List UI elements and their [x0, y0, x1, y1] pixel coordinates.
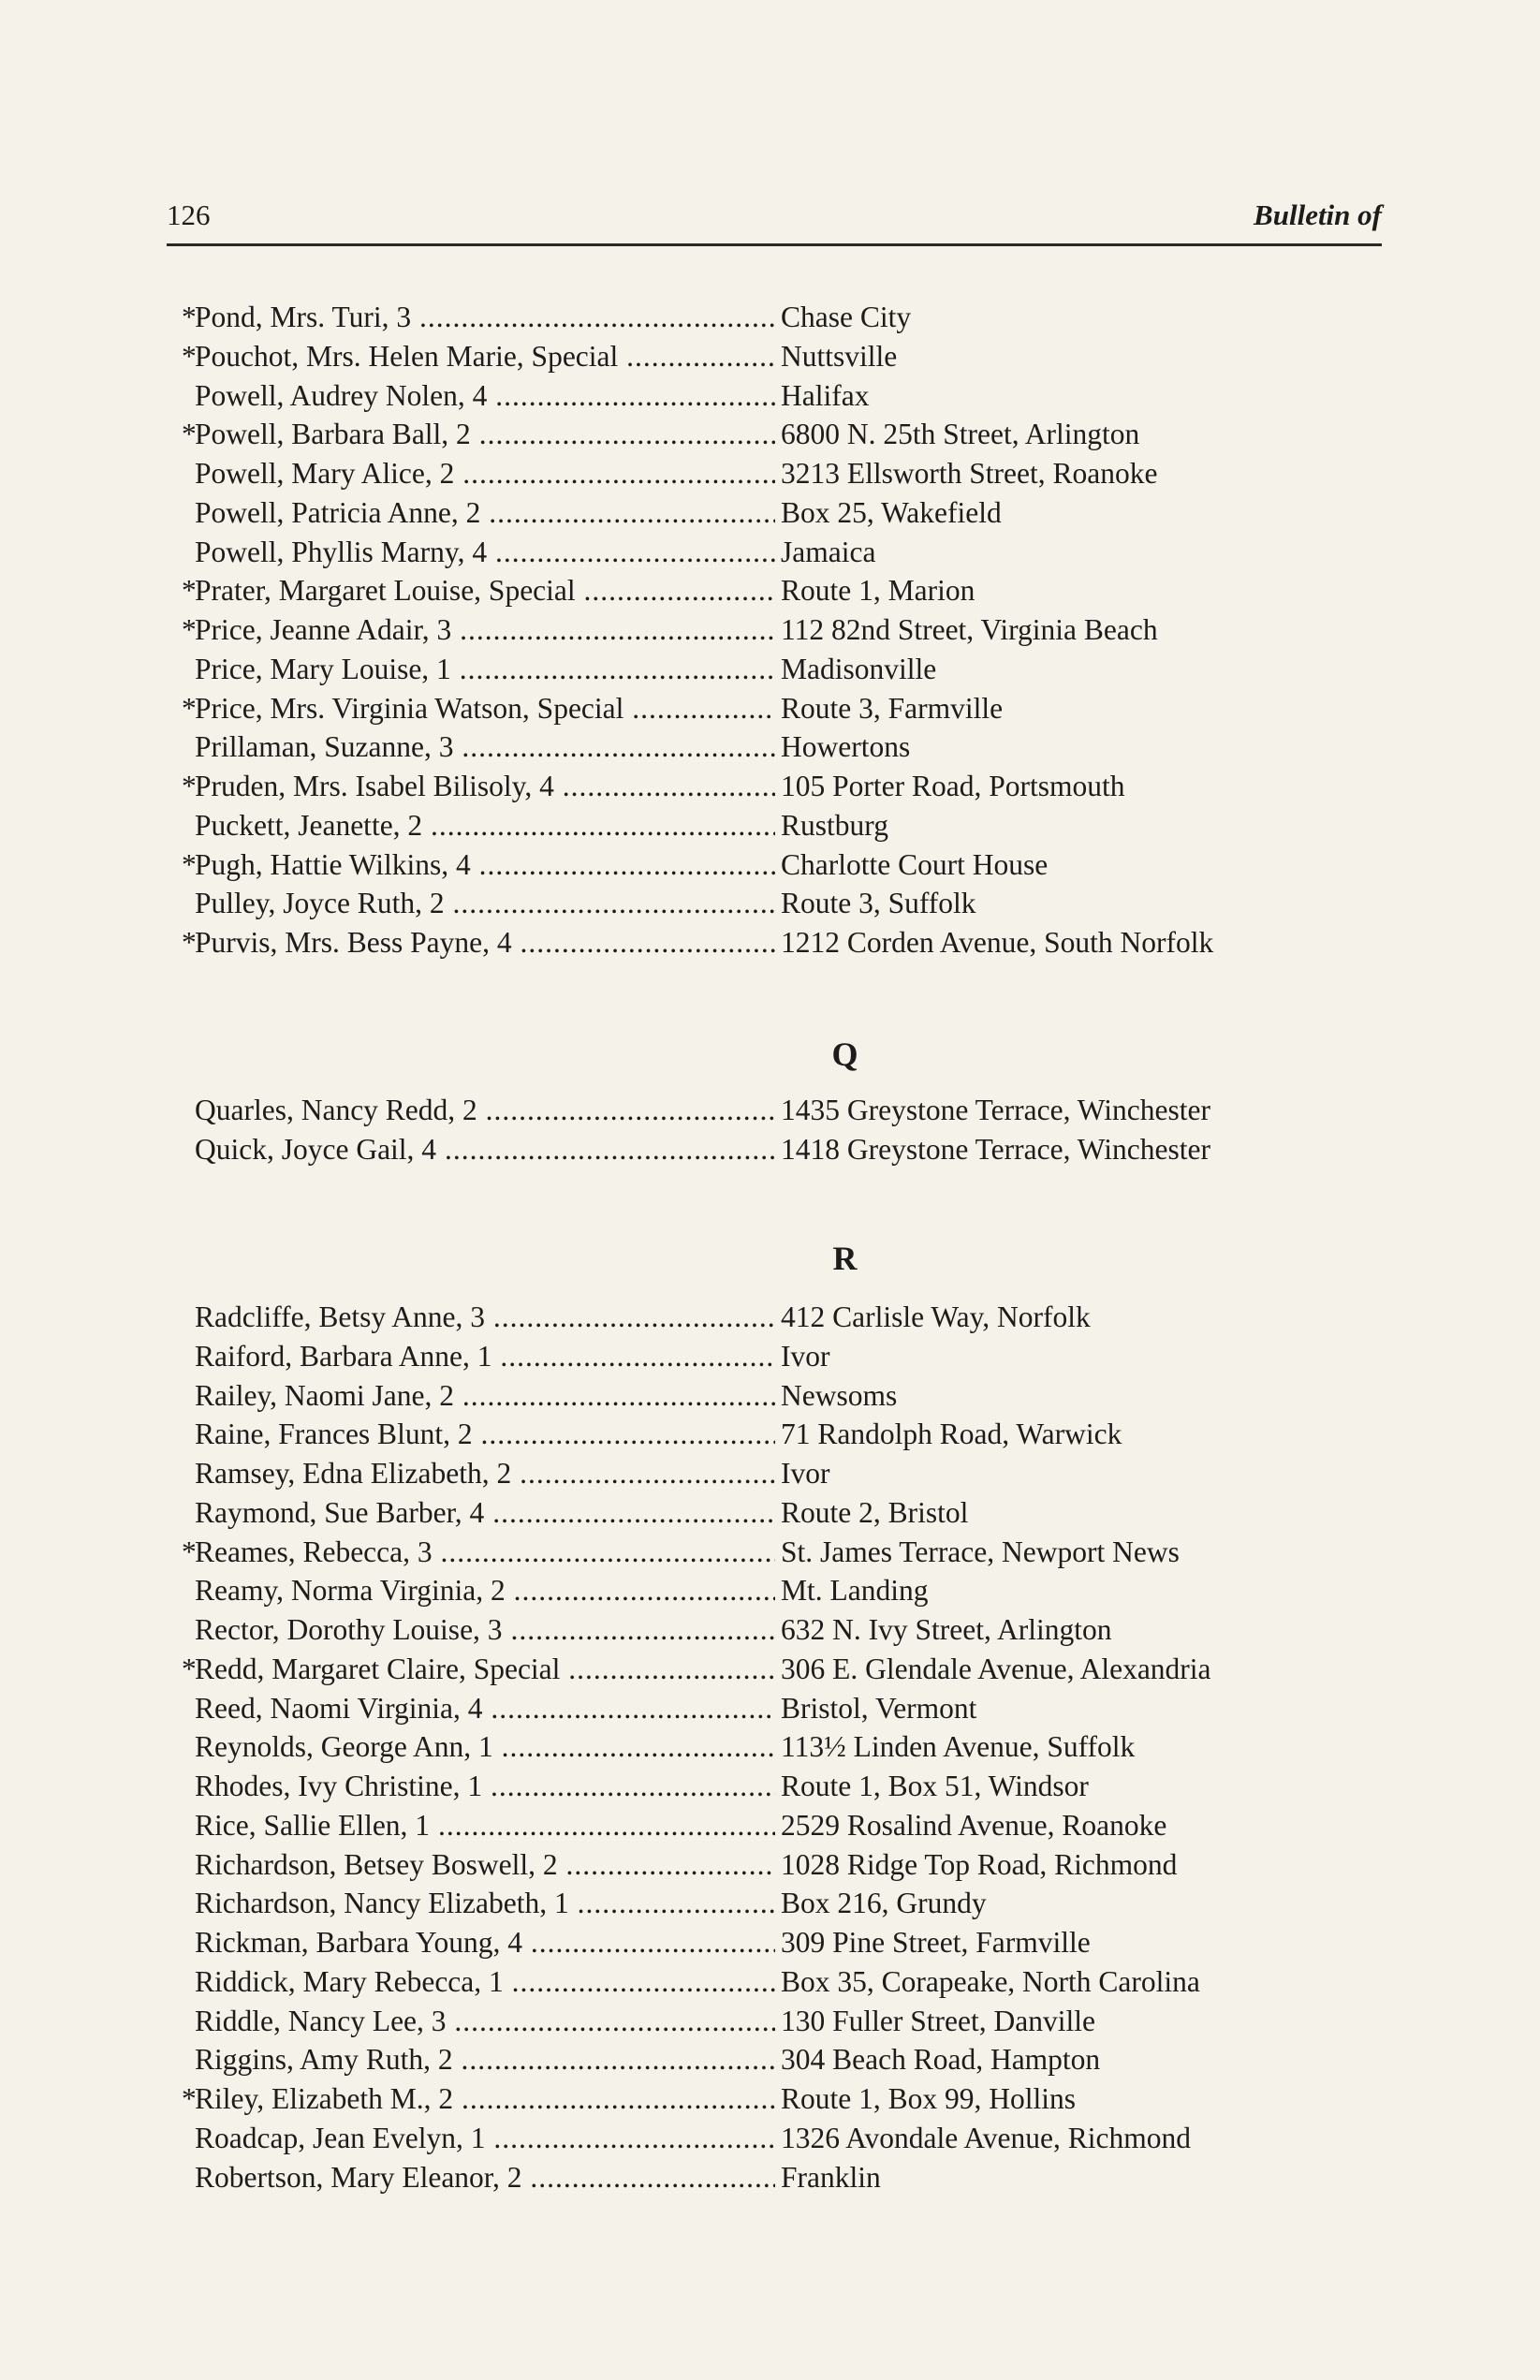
entry-address: 632 N. Ivy Street, Arlington	[777, 1610, 1111, 1650]
entry-name: Riddle, Nancy Lee, 3 .....	[195, 2002, 775, 2041]
entry-name: Riley, Elizabeth M., 2 .....	[195, 2079, 775, 2119]
entry-address: 3213 Ellsworth Street, Roanoke	[777, 454, 1157, 493]
entry-address: 304 Beach Road, Hampton	[777, 2040, 1100, 2079]
asterisk-marker: *	[182, 847, 197, 881]
entry-name: Redd, Margaret Claire, Special .....	[195, 1650, 775, 1689]
asterisk-marker: *	[182, 2082, 197, 2115]
entry-address: Route 1, Box 99, Hollins	[777, 2079, 1076, 2119]
directory-entry	[195, 2002, 1412, 2041]
entry-address: 1418 Greystone Terrace, Winchester	[777, 1130, 1210, 1169]
entry-address: Route 3, Suffolk	[777, 884, 976, 923]
entry-name: Raymond, Sue Barber, 4 .....	[195, 1493, 775, 1533]
directory-entry	[195, 454, 1412, 493]
entry-address: Route 2, Bristol	[777, 1493, 968, 1533]
entry-address: Jamaica	[777, 533, 875, 572]
directory-entry	[195, 1689, 1412, 1728]
entry-name: Puckett, Jeanette, 2 .....	[195, 806, 775, 845]
directory-entry	[182, 845, 1412, 885]
entry-address: 1212 Corden Avenue, South Norfolk	[777, 923, 1213, 962]
directory-entry	[195, 1493, 1412, 1533]
entry-address: Franklin	[777, 2158, 881, 2197]
entry-address: 113½ Linden Avenue, Suffolk	[777, 1727, 1135, 1767]
entry-address: Howertons	[777, 727, 910, 767]
directory-entry	[182, 1650, 1412, 1689]
directory-entry	[195, 1806, 1412, 1845]
directory-entry	[195, 2040, 1412, 2079]
directory-entry	[195, 650, 1412, 689]
entry-address: 71 Randolph Road, Warwick	[777, 1415, 1122, 1454]
section-q-entries	[195, 1091, 1412, 1169]
asterisk-marker: *	[182, 574, 197, 608]
asterisk-marker: *	[182, 770, 197, 802]
directory-entry	[195, 1376, 1412, 1416]
entry-address: Madisonville	[777, 650, 936, 689]
directory-entry	[195, 1727, 1412, 1767]
entry-name: Richardson, Nancy Elizabeth, 1 .....	[195, 1884, 775, 1923]
entry-address: 130 Fuller Street, Danville	[777, 2002, 1095, 2041]
directory-entry	[195, 1571, 1412, 1610]
entry-address: Box 25, Wakefield	[777, 493, 1002, 533]
asterisk-marker: *	[182, 418, 197, 451]
entry-address: Charlotte Court House	[777, 845, 1048, 885]
entry-address: St. James Terrace, Newport News	[777, 1533, 1180, 1572]
entry-name: Radcliffe, Betsy Anne, 3 .....	[195, 1298, 775, 1337]
entry-name: Richardson, Betsey Boswell, 2 .....	[195, 1845, 775, 1885]
directory-entry	[182, 337, 1412, 376]
directory-entry	[182, 298, 1412, 337]
directory-entry	[182, 923, 1412, 962]
entry-name: Railey, Naomi Jane, 2 .....	[195, 1376, 775, 1416]
entry-name: Rice, Sallie Ellen, 1 .....	[195, 1806, 775, 1845]
section-p-entries	[182, 298, 1412, 962]
directory-entry	[182, 2079, 1412, 2119]
directory-entry	[195, 1415, 1412, 1454]
directory-entry	[195, 533, 1412, 572]
asterisk-marker: *	[182, 613, 197, 646]
entry-name: Reamy, Norma Virginia, 2 .....	[195, 1571, 775, 1610]
directory-entry	[195, 1610, 1412, 1650]
entry-name: Quarles, Nancy Redd, 2 .....	[195, 1091, 775, 1130]
entry-name: Prater, Margaret Louise, Special .....	[195, 571, 775, 610]
entry-address: 6800 N. 25th Street, Arlington	[777, 415, 1139, 454]
entry-address: Ivor	[777, 1337, 829, 1376]
entry-address: 2529 Rosalind Avenue, Roanoke	[777, 1806, 1166, 1845]
entry-address: Halifax	[777, 376, 869, 416]
directory-entry	[195, 493, 1412, 533]
entry-address: Chase City	[777, 298, 911, 337]
entry-name: Rhodes, Ivy Christine, 1 .....	[195, 1767, 775, 1806]
directory-entry	[182, 571, 1412, 610]
entry-address: Box 35, Corapeake, North Carolina	[777, 1962, 1200, 2002]
entry-address: Rustburg	[777, 806, 888, 845]
entry-name: Powell, Mary Alice, 2 .....	[195, 454, 775, 493]
directory-entry	[195, 884, 1412, 923]
entry-name: Reynolds, George Ann, 1 .....	[195, 1727, 775, 1767]
entry-name: Riddick, Mary Rebecca, 1 .....	[195, 1962, 775, 2002]
entry-name: Roadcap, Jean Evelyn, 1 .....	[195, 2119, 775, 2158]
directory-entry	[195, 1845, 1412, 1885]
directory-entry	[195, 1923, 1412, 1962]
directory-entry	[195, 1091, 1412, 1130]
directory-entry	[195, 1130, 1412, 1169]
entry-name: Reames, Rebecca, 3 .....	[195, 1533, 775, 1572]
entry-name: Pond, Mrs. Turi, 3 .....	[195, 298, 775, 337]
directory-entry	[182, 415, 1412, 454]
entry-address: 1028 Ridge Top Road, Richmond	[777, 1845, 1177, 1885]
directory-entry	[195, 1337, 1412, 1376]
running-title: Bulletin of	[1254, 198, 1382, 231]
entry-name: Pruden, Mrs. Isabel Bilisoly, 4 .....	[195, 767, 775, 806]
entry-address: Route 1, Marion	[777, 571, 975, 610]
directory-entry	[195, 1298, 1412, 1337]
asterisk-marker: *	[182, 339, 197, 373]
directory-entry	[195, 2158, 1412, 2197]
asterisk-marker: *	[182, 301, 197, 333]
entry-address: Ivor	[777, 1454, 829, 1493]
entry-name: Rector, Dorothy Louise, 3 .....	[195, 1610, 775, 1650]
entry-name: Pugh, Hattie Wilkins, 4 .....	[195, 845, 775, 885]
entry-name: Prillaman, Suzanne, 3 .....	[195, 727, 775, 767]
entry-name: Price, Mrs. Virginia Watson, Special .....	[195, 689, 775, 728]
entry-address: Bristol, Vermont	[777, 1689, 976, 1728]
directory-entry	[182, 610, 1412, 650]
entry-name: Pulley, Joyce Ruth, 2 .....	[195, 884, 775, 923]
entry-name: Pouchot, Mrs. Helen Marie, Special .....	[195, 337, 775, 376]
entry-address: 306 E. Glendale Avenue, Alexandria	[777, 1650, 1211, 1689]
entry-name: Raine, Frances Blunt, 2 .....	[195, 1415, 775, 1454]
entry-name: Powell, Patricia Anne, 2 .....	[195, 493, 775, 533]
entry-name: Price, Mary Louise, 1 .....	[195, 650, 775, 689]
directory-entry	[195, 1767, 1412, 1806]
asterisk-marker: *	[182, 926, 197, 959]
asterisk-marker: *	[182, 1535, 197, 1568]
section-letter-q: Q	[831, 1036, 858, 1073]
directory-entry	[195, 1884, 1412, 1923]
entry-name: Powell, Barbara Ball, 2 .....	[195, 415, 775, 454]
section-letter-r: R	[832, 1240, 858, 1277]
entry-address: Mt. Landing	[777, 1571, 929, 1610]
page-number: 126	[167, 198, 211, 231]
entry-address: Newsoms	[777, 1376, 897, 1416]
directory-entry	[195, 727, 1412, 767]
entry-name: Ramsey, Edna Elizabeth, 2 .....	[195, 1454, 775, 1493]
entry-name: Rickman, Barbara Young, 4 .....	[195, 1923, 775, 1962]
entry-name: Powell, Phyllis Marny, 4 .....	[195, 533, 775, 572]
entry-address: Route 3, Farmville	[777, 689, 1003, 728]
entry-name: Reed, Naomi Virginia, 4 .....	[195, 1689, 775, 1728]
entry-address: 105 Porter Road, Portsmouth	[777, 767, 1125, 806]
asterisk-marker: *	[182, 1652, 197, 1685]
entry-address: 412 Carlisle Way, Norfolk	[777, 1298, 1091, 1337]
directory-entry	[195, 1962, 1412, 2002]
entry-name: Powell, Audrey Nolen, 4 .....	[195, 376, 775, 416]
entry-name: Price, Jeanne Adair, 3 .....	[195, 610, 775, 650]
directory-entry	[182, 689, 1412, 728]
section-r-entries	[182, 1298, 1412, 2196]
entry-address: 309 Pine Street, Farmville	[777, 1923, 1091, 1962]
entry-address: Box 216, Grundy	[777, 1884, 987, 1923]
directory-entry	[195, 376, 1412, 416]
directory-entry	[195, 1454, 1412, 1493]
entry-address: 1435 Greystone Terrace, Winchester	[777, 1091, 1210, 1130]
asterisk-marker: *	[182, 691, 197, 725]
entry-name: Riggins, Amy Ruth, 2 .....	[195, 2040, 775, 2079]
directory-entry	[182, 1533, 1412, 1572]
entry-name: Robertson, Mary Eleanor, 2 .....	[195, 2158, 775, 2197]
entry-address: 112 82nd Street, Virginia Beach	[777, 610, 1158, 650]
entry-name: Raiford, Barbara Anne, 1 .....	[195, 1337, 775, 1376]
entry-address: 1326 Avondale Avenue, Richmond	[777, 2119, 1191, 2158]
entry-name: Purvis, Mrs. Bess Payne, 4 .....	[195, 923, 775, 962]
entry-address: Nuttsville	[777, 337, 897, 376]
page-header	[167, 197, 1382, 246]
directory-entry	[195, 2119, 1412, 2158]
directory-entry	[182, 767, 1412, 806]
entry-address: Route 1, Box 51, Windsor	[777, 1767, 1089, 1806]
entry-name: Quick, Joyce Gail, 4 .....	[195, 1130, 775, 1169]
directory-entry	[195, 806, 1412, 845]
